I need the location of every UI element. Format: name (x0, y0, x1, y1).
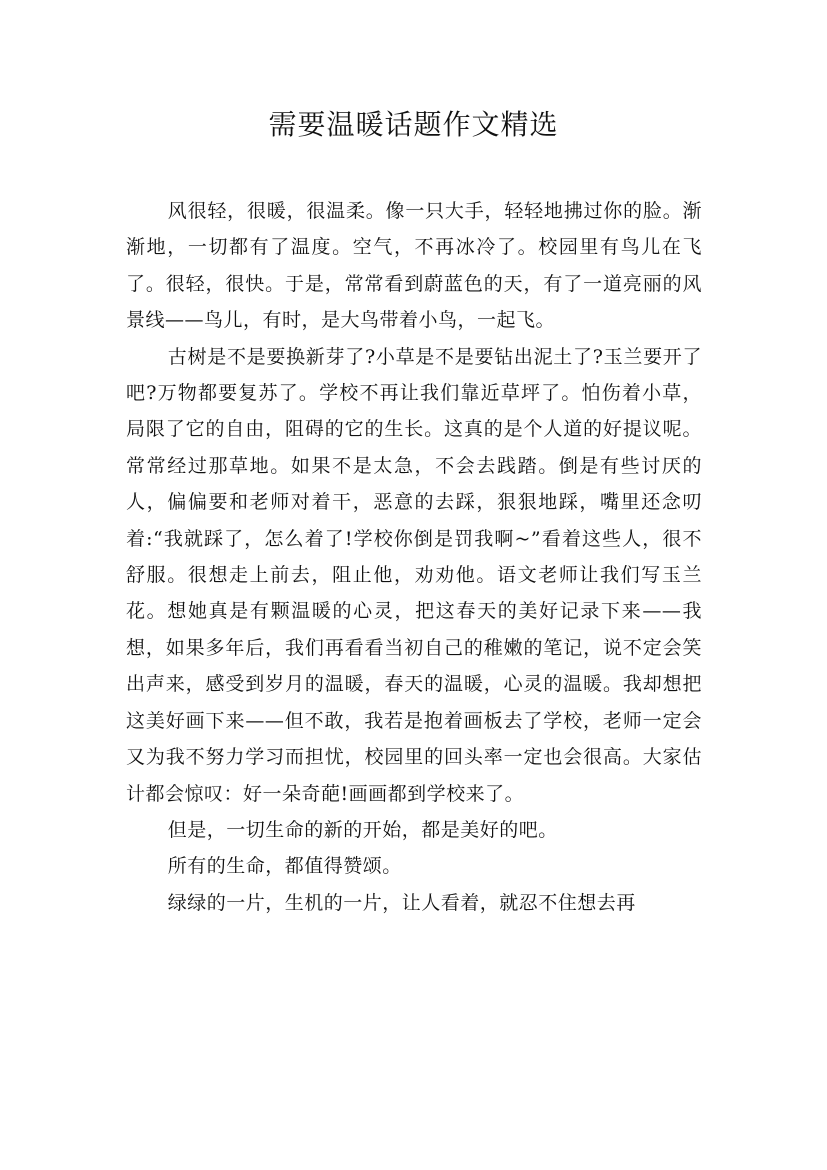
paragraph: 所有的生命，都值得赞颂。 (167, 855, 402, 878)
page-title: 需要温暖话题作文精选 (268, 108, 559, 141)
paragraph: 古树是不是要换新芽了?小草是不是要钻出泥土了?玉兰要开了吧?万物都要复苏了。学校不再让我们靠近草坪了。怕伤着小草，局限了它的自由，阻碍的它的生长。这真的是个人道的好提议呢。常常经过那草地。如果不是太急，不会去践踏。倒是有些讨厌的人，偏偏要和老师对着干，恶意的去踩，狠狠地踩，嘴里还念叨着:“我就踩了，怎么着了!学校你倒是罚我啊~”看着这些人，很不舒服。很想走上前去，阻止他，劝劝他。语文老师让我们写玉兰花。想她真是有颗温暖的心灵，把这春天的美好记录下来——我想，如果多年后，我们再看看当初自己的稚嫩的笔记，说不定会笑出声来，感受到岁月的温暖，春天的温暖，心灵的温暖。我却想把这美好画下来——但不敢，我若是抱着画板去了学校，老师一定会又为我不努力学习而担忧，校园里的回头率一定也会很高。大家估计都会惊叹：好一朵奇葩!画画都到学校来了。 (126, 345, 702, 805)
document-body (126, 193, 702, 921)
paragraph: 但是，一切生命的新的开始，都是美好的吧。 (167, 818, 558, 841)
paragraph: 绿绿的一片，生机的一片，让人看着，就忍不住想去再 (167, 891, 636, 914)
paragraph: 风很轻，很暖，很温柔。像一只大手，轻轻地拂过你的脸。渐渐地，一切都有了温度。空气，不再冰冷了。校园里有鸟儿在飞了。很轻，很快。于是，常常看到蔚蓝色的天，有了一道亮丽的风景线——鸟儿，有时，是大鸟带着小鸟，一起飞。 (126, 200, 702, 332)
